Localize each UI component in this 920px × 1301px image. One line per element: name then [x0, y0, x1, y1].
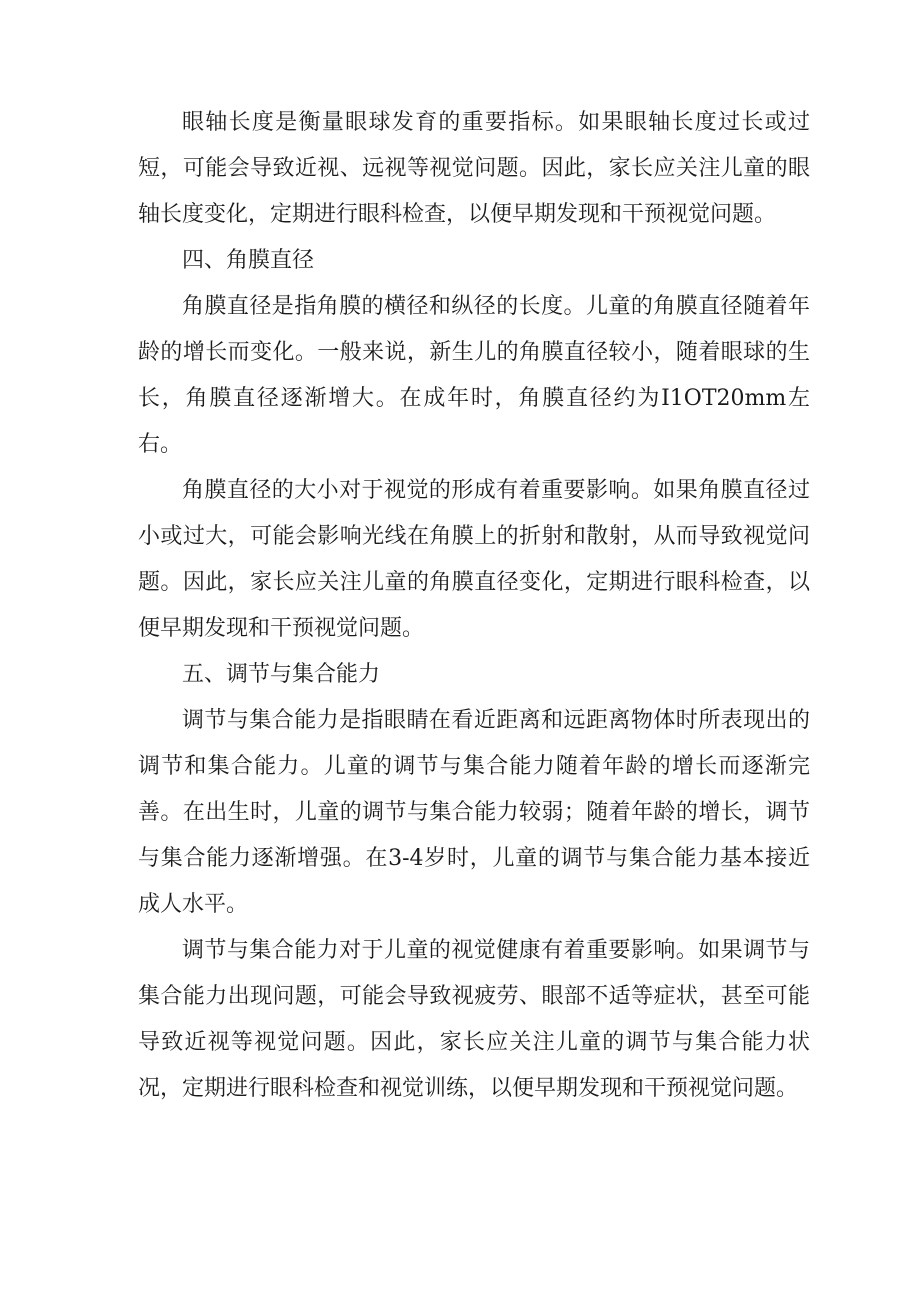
paragraph-corneal-diameter-importance: 角膜直径的大小对于视觉的形成有着重要影响。如果角膜直径过小或过大，可能会影响光线在角膜上的折射和散射，从而导致视觉问题。因此，家长应关注儿童的角膜直径变化，定期进行眼科检查，以便早期发现和干预视觉问题。	[138, 478, 810, 641]
section-heading-corneal-diameter: 四、角膜直径	[182, 248, 315, 273]
paragraph-accommodation-definition: 调节与集合能力是指眼睛在看近距离和远距离物体时所表现出的调节和集合能力。儿童的调节与集合能力随着年龄的增长而逐渐完善。在出生时，儿童的调节与集合能力较弱；随着年龄的增长，调节与集合能力逐渐增强。在3-4岁时，儿童的调节与集合能力基本接近成人水平。	[138, 708, 810, 917]
document-body	[138, 100, 810, 1112]
paragraph-corneal-diameter-definition: 角膜直径是指角膜的横径和纵径的长度。儿童的角膜直径随着年龄的增长而变化。一般来说，新生儿的角膜直径较小，随着眼球的生长，角膜直径逐渐增大。在成年时，角膜直径约为I1OT20mm左右。	[138, 294, 810, 457]
paragraph-axial-length-conclusion: 眼轴长度是衡量眼球发育的重要指标。如果眼轴长度过长或过短，可能会导致近视、远视等视觉问题。因此，家长应关注儿童的眼轴长度变化，定期进行眼科检查，以便早期发现和干预视觉问题。	[138, 110, 810, 227]
paragraph-accommodation-importance: 调节与集合能力对于儿童的视觉健康有着重要影响。如果调节与集合能力出现问题，可能会导致视疲劳、眼部不适等症状，甚至可能导致近视等视觉问题。因此，家长应关注儿童的调节与集合能力状况，定期进行眼科检查和视觉训练，以便早期发现和干预视觉问题。	[138, 938, 810, 1101]
section-heading-accommodation-convergence: 五、调节与集合能力	[182, 662, 381, 687]
